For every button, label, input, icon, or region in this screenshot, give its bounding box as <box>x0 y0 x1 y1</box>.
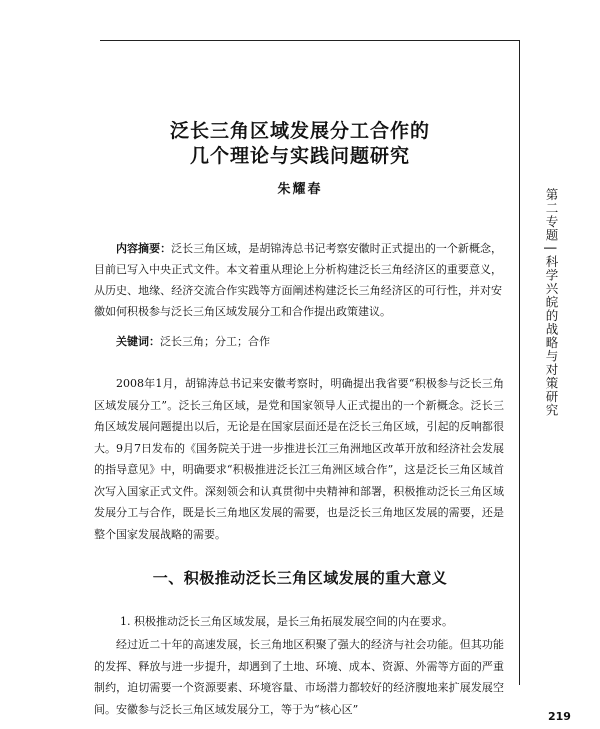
keywords-text: 泛长三角；分工；合作 <box>160 335 270 348</box>
side-tab-topic: 科学兴皖的战略与对策研究 <box>544 255 559 418</box>
keywords <box>94 333 502 349</box>
list-item-1: 1. 积极推动泛长三角区域发展，是长三角拓展发展空间的内在要求。 <box>120 615 453 628</box>
side-tab-series: 第二专题 <box>544 188 559 242</box>
abstract-label: 内容摘要： <box>116 242 172 255</box>
side-tab-separator: | <box>544 246 559 252</box>
abstract-text: 泛长三角区域，是胡锦涛总书记考察安徽时正式提出的一个新概念，目前已写入中央正式文件。本文着重从理论上分析构建泛长三角经济区的重要意义，从历史、地缘、经济交流合作实践等方面阐述构建泛长三角经济区的可行性，并对安徽如何积极参与泛长三角区域发展分工和合作提出政策建议。 <box>94 242 503 318</box>
article-title-line1: 泛长三角区域发展分工合作的 <box>169 120 430 142</box>
margin-rule <box>519 40 520 685</box>
article-title-line2: 几个理论与实践问题研究 <box>189 145 410 167</box>
side-tab <box>528 188 558 417</box>
header-rule <box>100 40 520 41</box>
article-author: 朱耀春 <box>277 182 323 197</box>
section-heading: 一、积极推动泛长三角区域发展的重大意义 <box>152 569 448 587</box>
body-paragraph-2: 经过近二十年的高速发展，长三角地区积聚了强大的经济与社会功能。但其功能的发挥、释放与进一步提升，却遇到了土地、环境、成本、资源、外需等方面的严重制约，迫切需要一个资源要素、环境容量、市场潜力都较好的经济腹地来扩展发展空间。安徽参与泛长三角区域发展分工，等于为“核心区” <box>94 638 504 716</box>
keywords-label: 关键词： <box>116 335 160 348</box>
abstract <box>94 238 502 322</box>
page-number: 219 <box>548 710 571 723</box>
body-paragraph-1: 2008年1月，胡锦涛总书记来安徽考察时，明确提出我省要“积极参与泛长三角区域发展分工”。泛长三角区域，是党和国家领导人正式提出的一个新概念。泛长三角区域发展问题提出以后，无论是在国家层面还是在泛长三角区域，引起的反响都很大。9月7日发布的《国务院关于进一步推进长江三角洲地区改革开放和经济社会发展的指导意见》中，明确要求“积极推进泛长江三角洲区域合作”，这是泛长三角区域首次写入国家正式文件。深刻领会和认真贯彻中央精神和部署，积极推动泛长三角区域发展分工与合作，既是长三角地区发展的需要，也是泛长三角地区发展的需要，还是整个国家发展战略的需要。 <box>94 377 504 541</box>
